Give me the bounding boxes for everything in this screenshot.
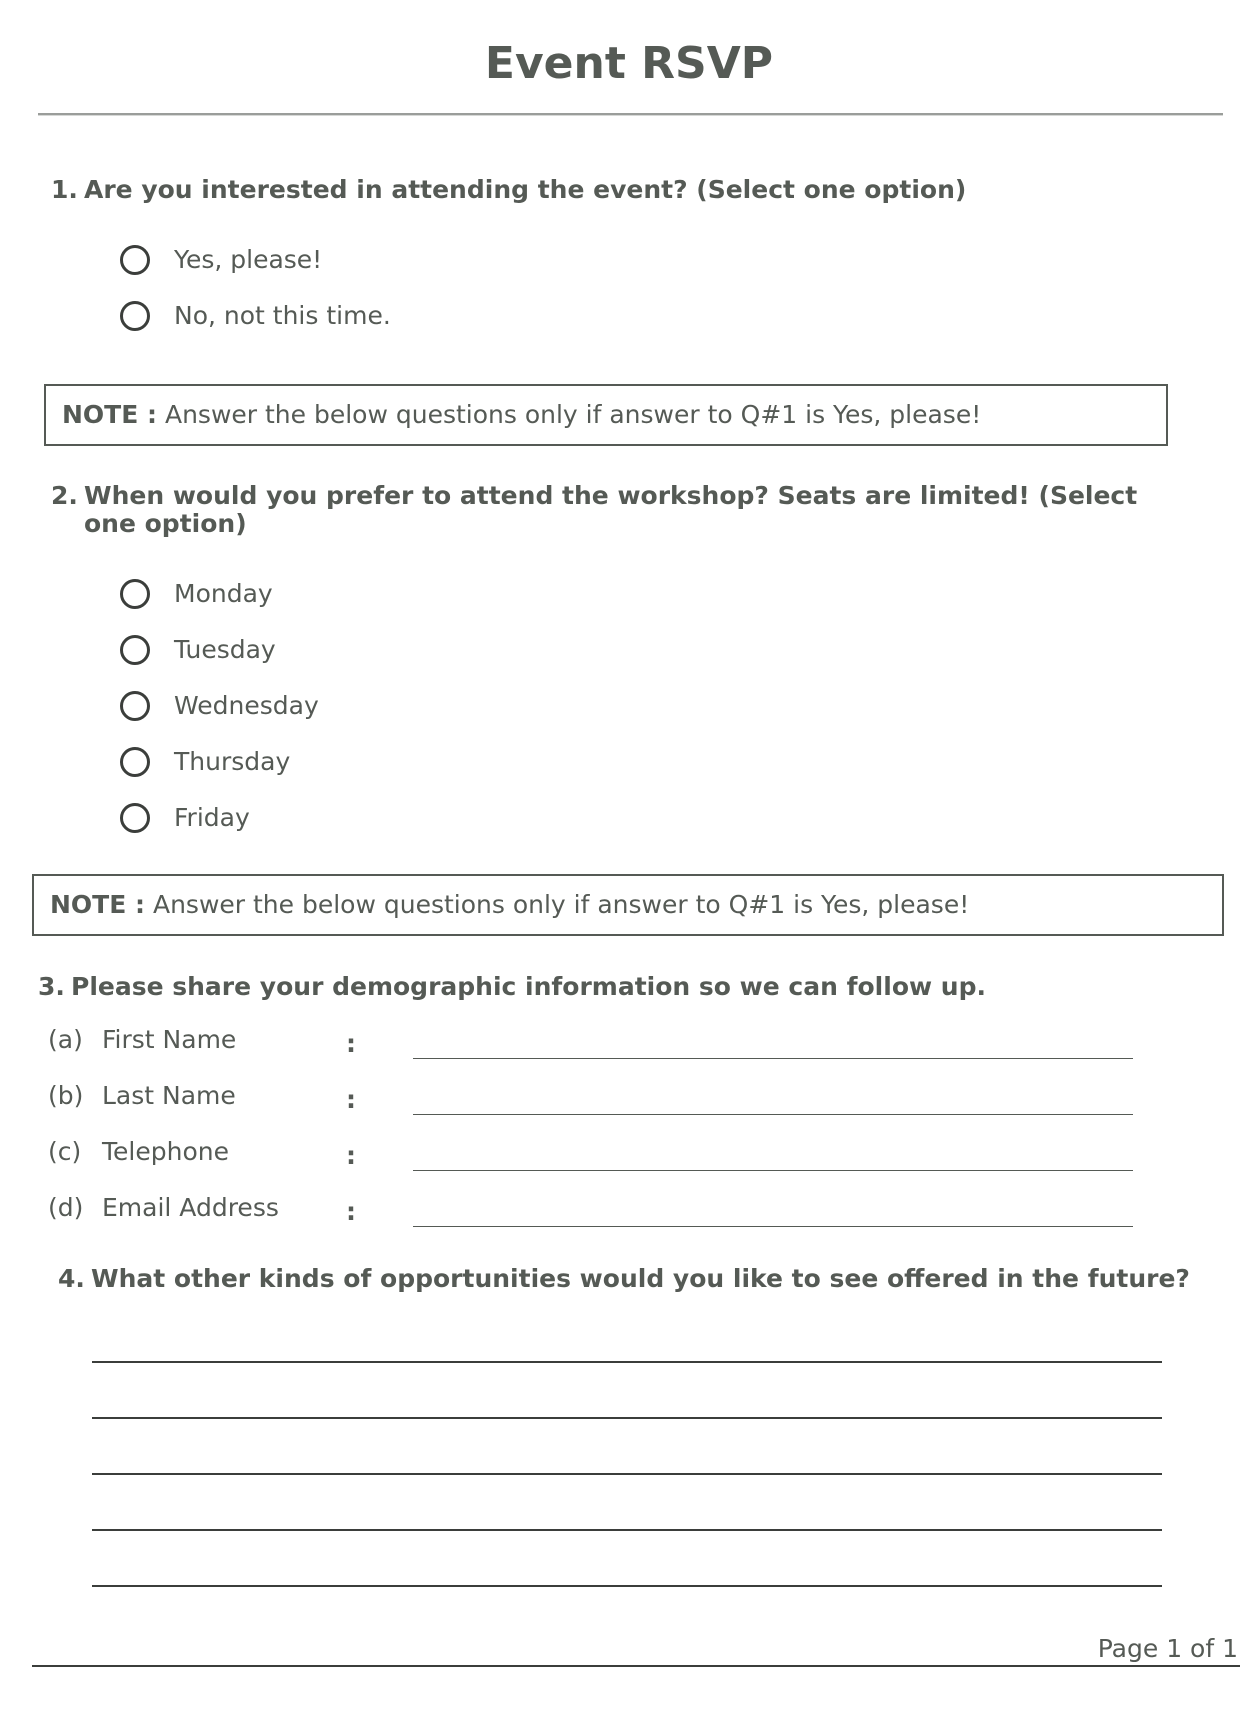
note-text: Answer the below questions only if answer to Q#1 is Yes, please! xyxy=(152,890,970,919)
option-label: Wednesday xyxy=(174,691,319,720)
field-colon: : xyxy=(346,1029,356,1058)
answer-line[interactable] xyxy=(92,1361,1162,1363)
radio-button[interactable] xyxy=(120,691,150,721)
question-3 xyxy=(38,972,1218,1001)
email-input-line[interactable] xyxy=(413,1226,1133,1227)
question-1-text: Are you interested in attending the event? (Select one option) xyxy=(84,175,967,204)
option-label: Friday xyxy=(174,803,250,832)
radio-button[interactable] xyxy=(120,747,150,777)
radio-button[interactable] xyxy=(120,803,150,833)
question-3-number: 3. xyxy=(38,972,65,1001)
answer-line[interactable] xyxy=(92,1417,1162,1419)
telephone-input-line[interactable] xyxy=(413,1170,1133,1171)
question-2 xyxy=(51,482,1171,538)
title-divider xyxy=(38,113,1223,116)
field-label: Email Address xyxy=(102,1193,279,1222)
note-label: NOTE : xyxy=(50,890,146,919)
note-text: Answer the below questions only if answer to Q#1 is Yes, please! xyxy=(164,400,982,429)
question-2-number: 2. xyxy=(51,481,78,510)
answer-line[interactable] xyxy=(92,1585,1162,1587)
field-label: First Name xyxy=(102,1025,237,1054)
question-4-text: What other kinds of opportunities would you like to see offered in the future? xyxy=(91,1264,1190,1293)
note-label: NOTE : xyxy=(62,400,158,429)
radio-button[interactable] xyxy=(120,245,150,275)
option-label: Thursday xyxy=(174,747,291,776)
radio-button[interactable] xyxy=(120,301,150,331)
page-title: Event RSVP xyxy=(484,38,774,89)
question-2-text: When would you prefer to attend the workshop? Seats are limited! (Select one option) xyxy=(84,481,1138,538)
field-letter: (b) xyxy=(48,1081,84,1110)
note-box-1 xyxy=(44,384,1168,446)
field-letter: (a) xyxy=(48,1025,83,1054)
page-number: Page 1 of 1 xyxy=(1097,1634,1238,1663)
last-name-input-line[interactable] xyxy=(413,1114,1133,1115)
option-label: Monday xyxy=(174,579,273,608)
question-3-text: Please share your demographic information so we can follow up. xyxy=(71,972,986,1001)
question-4-number: 4. xyxy=(58,1264,85,1293)
field-colon: : xyxy=(346,1085,356,1114)
radio-button[interactable] xyxy=(120,635,150,665)
footer-divider xyxy=(32,1665,1240,1667)
option-label: Tuesday xyxy=(174,635,276,664)
field-colon: : xyxy=(346,1197,356,1226)
field-colon: : xyxy=(346,1141,356,1170)
question-4 xyxy=(58,1264,1238,1293)
field-label: Telephone xyxy=(102,1137,229,1166)
note-box-2 xyxy=(32,874,1224,936)
answer-line[interactable] xyxy=(92,1529,1162,1531)
field-label: Last Name xyxy=(102,1081,236,1110)
first-name-input-line[interactable] xyxy=(413,1058,1133,1059)
answer-line[interactable] xyxy=(92,1473,1162,1475)
question-1-number: 1. xyxy=(51,175,78,204)
field-letter: (d) xyxy=(48,1193,84,1222)
field-letter: (c) xyxy=(48,1137,82,1166)
question-1 xyxy=(51,175,1201,204)
option-label: No, not this time. xyxy=(174,301,391,330)
option-label: Yes, please! xyxy=(174,245,323,274)
radio-button[interactable] xyxy=(120,579,150,609)
